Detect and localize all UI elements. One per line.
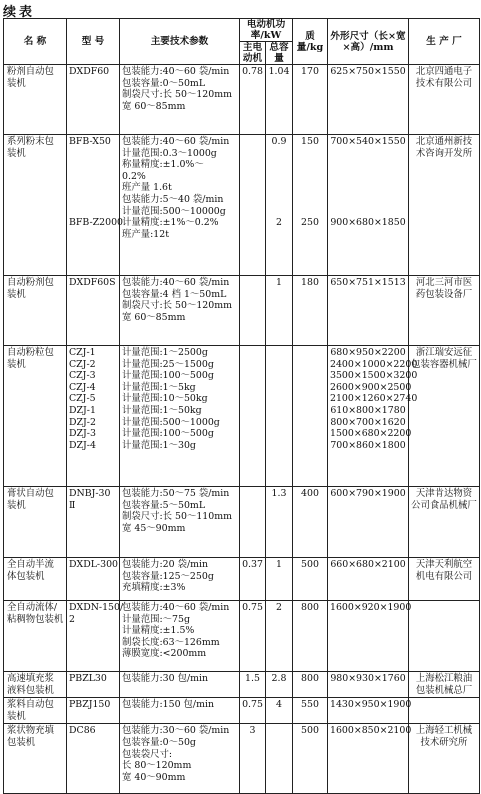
table-row bbox=[4, 698, 480, 724]
table-row bbox=[4, 672, 480, 698]
cell-mass bbox=[293, 346, 328, 487]
cell-total bbox=[266, 601, 293, 672]
cell-params bbox=[120, 65, 240, 135]
cell-line: 班产量:12t bbox=[122, 228, 169, 240]
cell-line: 500 bbox=[301, 725, 319, 737]
cell-mass bbox=[293, 601, 328, 672]
header-mass: 质量/kg bbox=[293, 19, 328, 65]
cell-model bbox=[67, 558, 120, 601]
cell-line: 2 bbox=[276, 217, 282, 229]
cell-line: 装机 bbox=[7, 147, 26, 159]
cell-line: 4 bbox=[276, 699, 282, 711]
header-main-motor: 主电动机 bbox=[240, 42, 266, 65]
cell-line: 700×860×1800 bbox=[330, 439, 406, 451]
cell-mass bbox=[293, 276, 328, 346]
cell-line: 制袋尺寸:长 50～120mm bbox=[122, 300, 232, 312]
cell-line: 3500×1500×3200 bbox=[330, 370, 418, 382]
cell-line: 1500×680×2200 bbox=[330, 428, 412, 440]
cell-line: 包装容量:0～50g bbox=[122, 736, 196, 748]
cell-dims bbox=[328, 65, 409, 135]
cell-line bbox=[69, 182, 117, 194]
cell-name bbox=[4, 487, 67, 558]
cell-line: 2400×1000×2200 bbox=[330, 358, 418, 370]
cell-model bbox=[67, 724, 120, 794]
cell-line: 计量范围:100～500g bbox=[122, 428, 214, 440]
cell-line: CZJ-5 bbox=[69, 393, 96, 405]
table-row bbox=[4, 65, 480, 135]
cell-total bbox=[266, 276, 293, 346]
cell-line: 500 bbox=[301, 559, 319, 570]
cell-line: 全自动流体/ bbox=[7, 602, 58, 613]
cell-line: DXDF60 bbox=[69, 66, 110, 77]
cell-line: 1 bbox=[276, 559, 282, 570]
cell-line: 180 bbox=[301, 277, 319, 288]
cell-line: 包装能力:40～60 袋/min bbox=[122, 277, 230, 288]
cell-line: 天津肯达物资 bbox=[415, 488, 473, 499]
header-power: 电动机功率/kW bbox=[240, 19, 293, 42]
cell-line: 包装能力:5～40 袋/min bbox=[122, 193, 224, 205]
cell-main bbox=[240, 487, 266, 558]
cell-name bbox=[4, 276, 67, 346]
cell-line: 天津天利航空 bbox=[415, 559, 473, 570]
cell-line: DC86 bbox=[69, 725, 96, 737]
cell-main bbox=[240, 672, 266, 698]
cell-line bbox=[330, 194, 406, 206]
cell-line bbox=[330, 182, 406, 194]
cell-model bbox=[67, 135, 123, 276]
cell-line: 计量精度:±1.5% bbox=[122, 625, 195, 637]
cell-line: 药包装设备厂 bbox=[415, 288, 473, 300]
cell-maker bbox=[409, 672, 480, 698]
cell-line: 计量精度:±1%～0.2% bbox=[122, 217, 219, 229]
cell-line: 2100×1260×2740 bbox=[330, 393, 418, 405]
cell-line: 700×540×1550 bbox=[330, 136, 406, 147]
cell-dims bbox=[328, 558, 409, 601]
cell-line: DZJ-1 bbox=[69, 404, 96, 416]
cell-main bbox=[240, 346, 266, 487]
cell-line: 北京通州新技 bbox=[415, 136, 473, 147]
cell-line: 2600×900×2500 bbox=[330, 381, 412, 393]
cell-line: 包装袋尺寸: bbox=[122, 748, 173, 760]
cell-line: 170 bbox=[301, 66, 319, 77]
cell-line bbox=[295, 182, 325, 194]
cell-line: 计量范围:1～30g bbox=[122, 439, 196, 451]
cell-main bbox=[240, 698, 266, 724]
cell-params bbox=[120, 276, 240, 346]
cell-line: 上海轻工机械 bbox=[415, 725, 473, 737]
cell-line: 公司食品机械厂 bbox=[411, 499, 477, 511]
cell-line: 宽 45～90mm bbox=[122, 522, 186, 534]
cell-line: 550 bbox=[301, 699, 319, 711]
cell-line: 650×751×1513 bbox=[330, 277, 406, 288]
cell-params bbox=[120, 601, 240, 672]
cell-mass bbox=[293, 698, 328, 724]
cell-dims bbox=[328, 601, 412, 672]
cell-line: CZJ-1 bbox=[69, 347, 96, 358]
cell-line bbox=[69, 148, 117, 160]
cell-line: 800 bbox=[301, 673, 319, 684]
cell-line: 2 bbox=[276, 602, 282, 613]
cell-line bbox=[295, 194, 325, 206]
cell-line bbox=[268, 159, 290, 171]
cell-line: 全自动半流 bbox=[7, 559, 54, 570]
cell-dims bbox=[328, 487, 409, 558]
table-row bbox=[4, 558, 480, 601]
cell-line: 浙江瑞安远征 bbox=[415, 347, 473, 358]
cell-main bbox=[240, 276, 266, 346]
cell-line: DNBJ-30 bbox=[69, 488, 111, 499]
cell-total bbox=[266, 558, 293, 601]
cell-line: 1.3 bbox=[271, 488, 287, 499]
cell-line: 计量范围:～75g bbox=[122, 613, 190, 625]
cell-line: 制袋尺寸:长 50～110mm bbox=[122, 511, 232, 523]
cell-line: 自动粉剂包 bbox=[7, 277, 54, 288]
cell-total bbox=[266, 724, 293, 794]
cell-line: 浆状物充填 bbox=[7, 725, 54, 737]
cell-line bbox=[330, 171, 406, 183]
cell-line: 1 bbox=[276, 277, 282, 288]
cell-line: 包装能力:20 袋/min bbox=[122, 559, 209, 570]
cell-model bbox=[67, 672, 120, 698]
cell-line: 计量范围:0.3～1000g bbox=[122, 147, 217, 159]
cell-line: 计量范围:500～1000g bbox=[122, 416, 220, 428]
cell-params bbox=[120, 558, 240, 601]
cell-line: 包装能力:30 包/min bbox=[122, 673, 209, 684]
table-row bbox=[4, 276, 480, 346]
cell-line: 浆料自动包 bbox=[7, 699, 54, 711]
cell-line: BFB-X50 bbox=[69, 136, 111, 147]
cell-line bbox=[295, 171, 325, 183]
cell-line: 包装容器机械厂 bbox=[411, 358, 477, 370]
cell-line: 800 bbox=[301, 602, 319, 613]
cell-line: 包装能力:40～60 袋/min bbox=[122, 136, 230, 147]
cell-line: CZJ-4 bbox=[69, 381, 96, 393]
cell-line: 包装机械总厂 bbox=[415, 684, 473, 696]
cell-line: 粘稠物包装机 bbox=[7, 613, 64, 625]
cell-main bbox=[240, 65, 266, 135]
cell-line: 计量范围:10～50kg bbox=[122, 393, 208, 405]
header-dimensions: 外形尺寸（长×宽×高）/mm bbox=[328, 19, 409, 65]
cell-model bbox=[67, 65, 120, 135]
cell-line bbox=[295, 159, 325, 171]
cell-main bbox=[240, 724, 266, 794]
cell-maker bbox=[409, 558, 480, 601]
cell-model bbox=[67, 487, 120, 558]
cell-line: 自动粉粒包 bbox=[7, 347, 54, 358]
cell-line: 计量范围:25～1500g bbox=[122, 358, 214, 370]
cell-model bbox=[67, 276, 120, 346]
cell-mass bbox=[293, 135, 328, 276]
cell-line: 包装能力:40～60 袋/min bbox=[122, 66, 230, 77]
cell-line: PBZL30 bbox=[69, 673, 107, 684]
cell-total bbox=[266, 135, 293, 276]
cell-line: 1.04 bbox=[268, 66, 290, 77]
cell-main bbox=[240, 135, 266, 276]
cell-name bbox=[4, 346, 67, 487]
cell-line: 包装容量:5～50mL bbox=[122, 499, 206, 511]
cell-line: 高速填充浆 bbox=[7, 673, 54, 684]
cell-dims bbox=[328, 724, 412, 794]
cell-line: 装机 bbox=[7, 499, 26, 511]
cell-mass bbox=[293, 65, 328, 135]
cell-line: 800×700×1620 bbox=[330, 416, 406, 428]
cell-line: 制袋尺寸:长 50～120mm bbox=[122, 89, 232, 101]
cell-line: 装机 bbox=[7, 710, 26, 722]
cell-line: 1600×850×2100 bbox=[330, 725, 412, 737]
cell-line: 计量范围:1～2500g bbox=[122, 347, 208, 358]
cell-line bbox=[330, 159, 406, 171]
cell-line: 装机 bbox=[7, 358, 26, 370]
cell-params bbox=[120, 698, 240, 724]
cell-line: 625×750×1550 bbox=[330, 66, 406, 77]
cell-mass bbox=[293, 487, 328, 558]
cell-line: 术咨询开发所 bbox=[415, 147, 473, 159]
cell-line: 充填精度:±3% bbox=[122, 582, 186, 594]
cell-line: 0.37 bbox=[242, 559, 263, 570]
cell-total bbox=[266, 698, 293, 724]
cell-params bbox=[120, 487, 240, 558]
cell-line bbox=[69, 171, 117, 183]
cell-line: 0.2% bbox=[122, 170, 146, 182]
cell-total bbox=[266, 65, 293, 135]
cell-maker bbox=[409, 724, 480, 794]
cell-line: 计量范围:500～10000g bbox=[122, 205, 226, 217]
cell-line: 400 bbox=[301, 488, 319, 499]
cell-line: CZJ-2 bbox=[69, 358, 96, 370]
cell-maker bbox=[409, 601, 480, 672]
cell-line: 680×950×2200 bbox=[330, 347, 406, 358]
header-model: 型 号 bbox=[67, 19, 120, 65]
cell-mass bbox=[293, 672, 328, 698]
cell-mass bbox=[293, 558, 328, 601]
cell-params bbox=[120, 672, 240, 698]
cell-line: 体包装机 bbox=[7, 570, 45, 582]
cell-line: DZJ-4 bbox=[69, 439, 96, 451]
cell-maker bbox=[409, 346, 480, 487]
cell-dims bbox=[328, 698, 412, 724]
cell-line bbox=[295, 206, 325, 218]
cell-line: PBZJ150 bbox=[69, 699, 111, 711]
cell-line: 河北三河市医 bbox=[415, 277, 473, 288]
cell-name bbox=[4, 672, 67, 698]
cell-line: 薄膜宽度:<200mm bbox=[122, 648, 207, 660]
cell-line: 技术研究所 bbox=[420, 736, 468, 748]
cell-line bbox=[268, 182, 290, 194]
cell-line: DXDL-300 bbox=[69, 559, 118, 570]
cell-dims bbox=[328, 276, 409, 346]
cell-line: 610×800×1780 bbox=[330, 404, 406, 416]
cell-params bbox=[120, 346, 240, 487]
cell-line: 1.5 bbox=[245, 673, 260, 684]
cell-line: 包装能力:30～60 袋/min bbox=[122, 725, 230, 737]
cell-line: 0.78 bbox=[242, 66, 263, 77]
cell-line: CZJ-3 bbox=[69, 370, 96, 382]
cell-line: 包装能力:150 包/min bbox=[122, 699, 214, 711]
cell-line: 包装机 bbox=[7, 736, 36, 748]
table-row bbox=[4, 487, 480, 558]
cell-line: 1600×920×1900 bbox=[330, 602, 412, 613]
cell-line: 计量范围:100～500g bbox=[122, 370, 214, 382]
cell-maker bbox=[409, 698, 480, 724]
cell-dims bbox=[328, 346, 418, 487]
cell-line: 660×680×2100 bbox=[330, 559, 406, 570]
cell-model bbox=[67, 601, 124, 672]
cell-line: 称量精度:±1.0%～ bbox=[122, 159, 204, 171]
equipment-table bbox=[3, 18, 480, 794]
cell-line: 技术有限公司 bbox=[415, 77, 473, 89]
cell-line bbox=[69, 206, 117, 218]
cell-line: 150 bbox=[301, 136, 319, 147]
cell-line bbox=[268, 148, 290, 160]
cell-line: 膏状自动包 bbox=[7, 488, 54, 499]
cell-line: 宽 40～90mm bbox=[122, 771, 186, 783]
cell-line: 机电有限公司 bbox=[415, 570, 473, 582]
cell-maker bbox=[409, 135, 480, 276]
cell-name bbox=[4, 558, 67, 601]
cell-name bbox=[4, 724, 67, 794]
cell-line: BFB-Z2000 bbox=[69, 217, 123, 229]
cell-total bbox=[266, 346, 293, 487]
cell-mass bbox=[293, 724, 328, 794]
table-caption: 续表 bbox=[3, 5, 36, 20]
cell-line: 包装容量:0～50mL bbox=[122, 77, 206, 89]
cell-line: 计量范围:1～5kg bbox=[122, 381, 196, 393]
cell-main bbox=[240, 601, 266, 672]
cell-line: 班产量 1.6t bbox=[122, 182, 172, 194]
cell-line: 0.75 bbox=[242, 699, 263, 711]
header-maker: 生 产 厂 bbox=[409, 19, 480, 65]
cell-line: 900×680×1850 bbox=[330, 217, 406, 229]
cell-line: DXDN-150/ bbox=[69, 602, 124, 613]
cell-line: 上海松江粮油 bbox=[415, 673, 473, 684]
cell-name bbox=[4, 601, 67, 672]
cell-total bbox=[266, 672, 293, 698]
cell-line: 系列粉末包 bbox=[7, 136, 54, 147]
cell-model bbox=[67, 698, 120, 724]
cell-line bbox=[268, 171, 290, 183]
cell-line: 装机 bbox=[7, 77, 26, 89]
cell-line: DZJ-3 bbox=[69, 428, 96, 440]
cell-line: 液料包装机 bbox=[7, 684, 54, 696]
cell-params bbox=[120, 724, 240, 794]
cell-line: 宽 60～85mm bbox=[122, 311, 186, 323]
cell-line bbox=[268, 194, 290, 206]
cell-line: 宽 60～85mm bbox=[122, 100, 186, 112]
cell-line: 250 bbox=[301, 217, 319, 229]
cell-line: 0.75 bbox=[242, 602, 263, 613]
cell-line: DZJ-2 bbox=[69, 416, 96, 428]
cell-line bbox=[69, 194, 117, 206]
cell-name bbox=[4, 135, 67, 276]
cell-dims bbox=[328, 135, 409, 276]
header-params: 主要技术参数 bbox=[120, 19, 240, 65]
cell-line: 0.9 bbox=[271, 136, 287, 147]
cell-line: 包装能力:50～75 袋/min bbox=[122, 488, 230, 499]
cell-line: 包装容量:125～250g bbox=[122, 570, 214, 582]
cell-line: Ⅱ bbox=[69, 499, 76, 511]
cell-line: 1430×950×1900 bbox=[330, 699, 412, 711]
cell-main bbox=[240, 558, 266, 601]
cell-model bbox=[67, 346, 120, 487]
cell-line: 980×930×1760 bbox=[330, 673, 406, 684]
table-row bbox=[4, 601, 480, 672]
header-name: 名 称 bbox=[4, 19, 67, 65]
cell-name bbox=[4, 698, 67, 724]
cell-maker bbox=[409, 487, 480, 558]
cell-line: 3 bbox=[249, 725, 256, 737]
cell-maker bbox=[409, 276, 480, 346]
cell-name bbox=[4, 65, 67, 135]
cell-line: 包装能力:40～60 袋/min bbox=[122, 602, 230, 613]
table-row bbox=[4, 724, 480, 794]
cell-line bbox=[295, 148, 325, 160]
cell-line: 2 bbox=[69, 613, 75, 625]
cell-line: 粉剂自动包 bbox=[7, 66, 54, 77]
cell-line bbox=[69, 159, 117, 171]
cell-total bbox=[266, 487, 293, 558]
cell-maker bbox=[409, 65, 480, 135]
cell-line bbox=[268, 206, 290, 218]
cell-line bbox=[330, 206, 406, 218]
cell-line: 2.8 bbox=[271, 673, 287, 684]
cell-line bbox=[330, 148, 406, 160]
cell-params bbox=[120, 135, 240, 276]
cell-line: 北京四通电子 bbox=[415, 66, 473, 77]
cell-line: 包装容量:4 档 1～50mL bbox=[122, 288, 227, 300]
cell-line: 长 80～120mm bbox=[122, 760, 192, 772]
table-row bbox=[4, 346, 480, 487]
header-total-capacity: 总容量 bbox=[266, 42, 293, 65]
cell-line: 制袋长度:63～126mm bbox=[122, 636, 220, 648]
cell-dims bbox=[328, 672, 409, 698]
cell-line: 计量范围:1～50kg bbox=[122, 404, 202, 416]
cell-line: 600×790×1900 bbox=[330, 488, 406, 499]
cell-line: 装机 bbox=[7, 288, 26, 300]
cell-line: DXDF60S bbox=[69, 277, 116, 288]
table-row bbox=[4, 135, 480, 276]
